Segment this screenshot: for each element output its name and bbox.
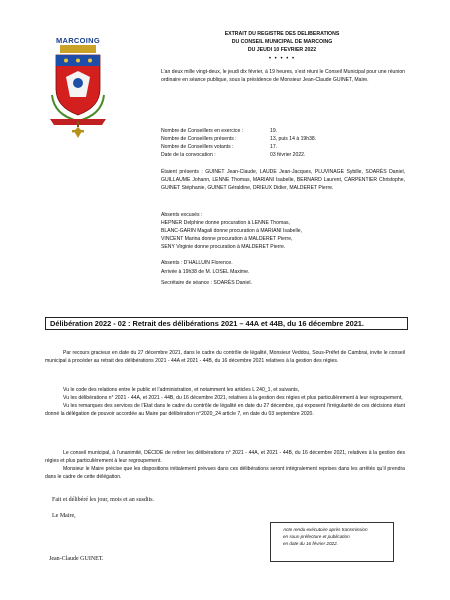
paragraph-text: Le conseil municipal, à l’unanimité, DÉCIDE de retirer les délibérations n° 2021 - 44A, et 2021 - 44B, du 16 décembre 2021, relatives à la gestion des régies et plus particulièrement à leur regroupement. xyxy=(45,450,405,465)
body-paragraphs-decision xyxy=(45,449,405,481)
arrival-line: Arrivée à 19h38 de M. LOSEL Maxime. xyxy=(161,268,250,275)
proxy-line: HEPNER Delphine donne procuration à LENNE Thomas, xyxy=(161,220,291,227)
body-paragraphs-vu xyxy=(45,386,405,418)
absences-block xyxy=(161,211,405,287)
count-label: Nombre de Conseillers présents : xyxy=(161,136,237,143)
proxy-line: VINCENT Marina donne procuration à MALDERET Pierre, xyxy=(161,236,293,243)
register-header xyxy=(196,30,368,55)
executory-stamp xyxy=(270,522,394,562)
deliberation-title: Délibération 2022 - 02 : Retrait des délibérations 2021 – 44A et 44B, du 16 décembre 2021. xyxy=(45,317,408,330)
meeting-intro: L’an deux mille vingt-deux, le jeudi dix février, à 19 heures, s’est réuni le Conseil Municipal pour une réunion ordinaire en séance publique, sous la présidence de Monsieur Jean-Claude GUINET, Maire. xyxy=(161,69,405,84)
paragraph-text: Vu les remarques des services de l’Etat dans le cadre du contrôle de légalité en date du 27 décembre, qui exposent l’irrégularité de ces décisions étant donné la délégation de pouvoir accordée au Maire par délibération n°2020_24 article 7, en date du 03 septembre 2020. xyxy=(45,403,405,418)
count-row xyxy=(161,151,405,159)
count-value: 03 février 2022. xyxy=(270,152,306,159)
paragraph-text: Par recours gracieux en date du 27 décembre 2021, dans le cadre du contrôle de légalité, Monsieur Veddou, Sous-Préfet de Cambrai, invite le conseil municipal à procéder au retrait des délibérations 2021 - 44A et 2021 - 44B, du 16 décembre 2021 relatives à la gestion des régies. xyxy=(45,350,405,365)
stamp-line: en sous-préfecture et publication xyxy=(283,534,350,540)
header-line: DU JEUDI 10 FEVRIER 2022 xyxy=(247,47,317,54)
header-separator: • • • • • xyxy=(268,56,296,62)
count-label: Date de la convocation : xyxy=(161,152,216,159)
paragraph-text: Vu le code des relations entre le public et l’administration, et notamment les articles L 240_1, et suivants, xyxy=(63,387,300,393)
proxy-line: SENY Virginie donne procuration à MALDERET Pierre. xyxy=(161,244,286,251)
header-line: DU CONSEIL MUNICIPAL DE MARCOING xyxy=(231,39,333,46)
count-row xyxy=(161,143,405,151)
absents-title: Absents excusés : xyxy=(161,212,203,218)
crest-town-name: MARCOING xyxy=(55,36,101,45)
stamp-line: Acte rendu exécutoire après transmission xyxy=(283,527,368,532)
paragraph-text: Vu les délibérations n° 2021 - 44A, et 2021 - 44B, du 16 décembre 2021, relatives à la gestion des régies et plus particulièrement à leur regroupement, xyxy=(63,395,403,402)
coat-of-arms-icon xyxy=(48,45,108,140)
council-counts xyxy=(161,127,405,159)
count-row xyxy=(161,127,405,135)
count-row xyxy=(161,135,405,143)
body-paragraph-recourse xyxy=(45,349,405,365)
present-members: Étaient présents : GUINET Jean-Claude, LAUDE Jean-Jacques, PLUVINAGE Sybille, SOARÈS Daniel, GUILLAUME Johann, LENNE Thomas, MARIANI Isabelle, BERNARD Laurent, CARPENTIER Christophe, GUINET Stéphanie, GUINET Géraldine, DRIEUX Didier, MALDERET Pierre. xyxy=(161,169,405,192)
stamp-line: en date du 16 février 2022. xyxy=(283,541,338,547)
closing-done: Fait et délibéré les jour, mois et an susdits. xyxy=(52,497,155,503)
proxy-line: BLANC-GARIN Magali donne procuration à MARIANI Isabelle, xyxy=(161,228,302,235)
header-line: EXTRAIT DU REGISTRE DES DELIBERATIONS xyxy=(224,31,340,37)
count-label: Nombre de Conseillers votants : xyxy=(161,144,234,151)
absent-line: Absents : D’HALLUIN Florence. xyxy=(161,260,233,267)
count-value: 13, puis 14 à 19h38. xyxy=(270,136,317,143)
closing-mayor: Le Maire, xyxy=(52,513,76,519)
paragraph-text: Monsieur le Maire précise que les dispositions initialement prévues dans ces délibérations seront intégralement reprises dans les arrêtés qu’il prendra dans le cadre de cette délégation. xyxy=(45,466,405,481)
count-label: Nombre de Conseillers en exercice : xyxy=(161,128,244,134)
count-value: 17. xyxy=(270,144,278,151)
secretary-line: Secrétaire de séance : SOARÈS Daniel. xyxy=(161,279,252,286)
municipal-crest xyxy=(48,36,108,140)
count-value: 19. xyxy=(270,128,278,134)
mayor-name: Jean-Claude GUINET. xyxy=(49,556,104,562)
